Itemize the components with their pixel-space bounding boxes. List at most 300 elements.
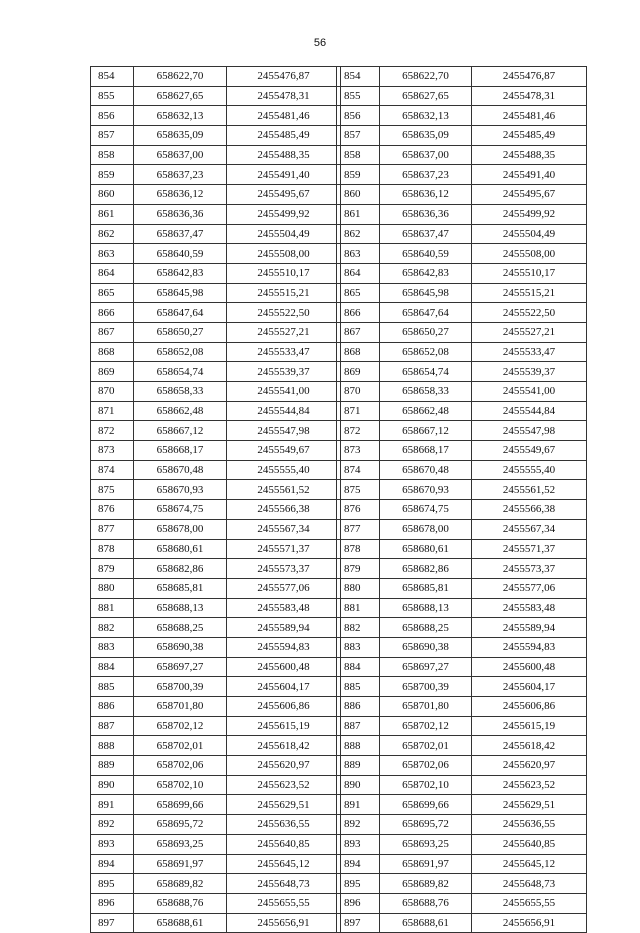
- y-coordinate-cell: 2455555,40: [227, 460, 341, 480]
- x-coordinate-cell: 658691,97: [380, 854, 472, 874]
- x-coordinate-cell: 658637,23: [134, 165, 227, 185]
- point-number-cell: 869: [91, 362, 134, 382]
- x-coordinate-cell: 658654,74: [134, 362, 227, 382]
- table-row: [91, 716, 341, 736]
- table-row: [337, 736, 587, 756]
- table-row: [91, 874, 341, 894]
- point-number-cell: 870: [91, 382, 134, 402]
- table-row: [91, 677, 341, 697]
- point-number-cell: 883: [91, 637, 134, 657]
- point-number-cell: 871: [91, 401, 134, 421]
- x-coordinate-cell: 658670,48: [380, 460, 472, 480]
- point-number-cell: 879: [91, 559, 134, 579]
- table-row: [91, 224, 341, 244]
- table-row: [337, 244, 587, 264]
- table-row: [337, 283, 587, 303]
- y-coordinate-cell: 2455491,40: [227, 165, 341, 185]
- table-row: [91, 480, 341, 500]
- x-coordinate-cell: 658691,97: [134, 854, 227, 874]
- y-coordinate-cell: 2455618,42: [227, 736, 341, 756]
- y-coordinate-cell: 2455648,73: [472, 874, 587, 894]
- table-row: [337, 342, 587, 362]
- point-number-cell: 881: [91, 598, 134, 618]
- point-number-cell: 892: [91, 815, 134, 835]
- y-coordinate-cell: 2455604,17: [227, 677, 341, 697]
- x-coordinate-cell: 658627,65: [380, 86, 472, 106]
- table-row: [91, 362, 341, 382]
- point-number-cell: 858: [91, 145, 134, 165]
- x-coordinate-cell: 658637,47: [134, 224, 227, 244]
- table-row: [91, 165, 341, 185]
- y-coordinate-cell: 2455615,19: [472, 716, 587, 736]
- point-number-cell: 887: [91, 716, 134, 736]
- point-number-cell: 866: [337, 303, 380, 323]
- x-coordinate-cell: 658697,27: [380, 657, 472, 677]
- x-coordinate-cell: 658702,06: [134, 756, 227, 776]
- point-number-cell: 874: [91, 460, 134, 480]
- table-row: [91, 86, 341, 106]
- x-coordinate-cell: 658680,61: [134, 539, 227, 559]
- x-coordinate-cell: 658635,09: [380, 126, 472, 146]
- y-coordinate-cell: 2455544,84: [227, 401, 341, 421]
- point-number-cell: 865: [91, 283, 134, 303]
- y-coordinate-cell: 2455571,37: [227, 539, 341, 559]
- point-number-cell: 894: [91, 854, 134, 874]
- table-row: [337, 362, 587, 382]
- y-coordinate-cell: 2455566,38: [472, 500, 587, 520]
- table-row: [337, 401, 587, 421]
- y-coordinate-cell: 2455478,31: [227, 86, 341, 106]
- table-row: [337, 578, 587, 598]
- x-coordinate-cell: 658632,13: [134, 106, 227, 126]
- y-coordinate-cell: 2455495,67: [472, 185, 587, 205]
- table-row: [337, 185, 587, 205]
- point-number-cell: 882: [91, 618, 134, 638]
- table-row: [337, 795, 587, 815]
- point-number-cell: 878: [91, 539, 134, 559]
- table-row: [91, 126, 341, 146]
- table-row: [91, 67, 341, 87]
- y-coordinate-cell: 2455499,92: [472, 204, 587, 224]
- y-coordinate-cell: 2455491,40: [472, 165, 587, 185]
- y-coordinate-cell: 2455555,40: [472, 460, 587, 480]
- x-coordinate-cell: 658701,80: [380, 697, 472, 717]
- table-row: [337, 67, 587, 87]
- y-coordinate-cell: 2455561,52: [472, 480, 587, 500]
- x-coordinate-cell: 658700,39: [134, 677, 227, 697]
- table-row: [91, 460, 341, 480]
- y-coordinate-cell: 2455522,50: [472, 303, 587, 323]
- y-coordinate-cell: 2455478,31: [472, 86, 587, 106]
- point-number-cell: 863: [337, 244, 380, 264]
- x-coordinate-cell: 658668,17: [380, 441, 472, 461]
- x-coordinate-cell: 658640,59: [134, 244, 227, 264]
- table-row: [91, 598, 341, 618]
- y-coordinate-cell: 2455589,94: [227, 618, 341, 638]
- y-coordinate-cell: 2455656,91: [472, 913, 587, 933]
- y-coordinate-cell: 2455645,12: [472, 854, 587, 874]
- point-number-cell: 868: [91, 342, 134, 362]
- table-row: [337, 913, 587, 933]
- table-row: [337, 637, 587, 657]
- point-number-cell: 864: [91, 263, 134, 283]
- table-row: [91, 500, 341, 520]
- point-number-cell: 861: [91, 204, 134, 224]
- x-coordinate-cell: 658702,10: [380, 775, 472, 795]
- y-coordinate-cell: 2455655,55: [472, 893, 587, 913]
- x-coordinate-cell: 658637,00: [134, 145, 227, 165]
- x-coordinate-cell: 658689,82: [380, 874, 472, 894]
- y-coordinate-cell: 2455549,67: [227, 441, 341, 461]
- x-coordinate-cell: 658662,48: [134, 401, 227, 421]
- y-coordinate-cell: 2455567,34: [227, 519, 341, 539]
- point-number-cell: 862: [91, 224, 134, 244]
- y-coordinate-cell: 2455600,48: [472, 657, 587, 677]
- table-row: [91, 441, 341, 461]
- x-coordinate-cell: 658652,08: [380, 342, 472, 362]
- x-coordinate-cell: 658622,70: [134, 67, 227, 87]
- coordinates-table-right: [336, 66, 587, 933]
- x-coordinate-cell: 658688,25: [380, 618, 472, 638]
- y-coordinate-cell: 2455533,47: [472, 342, 587, 362]
- point-number-cell: 897: [91, 913, 134, 933]
- y-coordinate-cell: 2455640,85: [472, 834, 587, 854]
- x-coordinate-cell: 658636,36: [134, 204, 227, 224]
- y-coordinate-cell: 2455645,12: [227, 854, 341, 874]
- table-row: [337, 86, 587, 106]
- table-row: [91, 578, 341, 598]
- x-coordinate-cell: 658699,66: [134, 795, 227, 815]
- y-coordinate-cell: 2455547,98: [227, 421, 341, 441]
- point-number-cell: 868: [337, 342, 380, 362]
- y-coordinate-cell: 2455600,48: [227, 657, 341, 677]
- x-coordinate-cell: 658642,83: [134, 263, 227, 283]
- x-coordinate-cell: 658678,00: [134, 519, 227, 539]
- y-coordinate-cell: 2455604,17: [472, 677, 587, 697]
- table-row: [337, 382, 587, 402]
- point-number-cell: 859: [91, 165, 134, 185]
- y-coordinate-cell: 2455583,48: [472, 598, 587, 618]
- x-coordinate-cell: 658702,12: [380, 716, 472, 736]
- table-row: [337, 598, 587, 618]
- point-number-cell: 876: [91, 500, 134, 520]
- y-coordinate-cell: 2455515,21: [227, 283, 341, 303]
- table-row: [91, 283, 341, 303]
- y-coordinate-cell: 2455485,49: [472, 126, 587, 146]
- point-number-cell: 857: [91, 126, 134, 146]
- y-coordinate-cell: 2455655,55: [227, 893, 341, 913]
- y-coordinate-cell: 2455656,91: [227, 913, 341, 933]
- y-coordinate-cell: 2455573,37: [227, 559, 341, 579]
- y-coordinate-cell: 2455510,17: [472, 263, 587, 283]
- x-coordinate-cell: 658637,23: [380, 165, 472, 185]
- y-coordinate-cell: 2455544,84: [472, 401, 587, 421]
- point-number-cell: 856: [91, 106, 134, 126]
- x-coordinate-cell: 658636,36: [380, 204, 472, 224]
- point-number-cell: 877: [91, 519, 134, 539]
- point-number-cell: 896: [91, 893, 134, 913]
- table-row: [91, 657, 341, 677]
- point-number-cell: 890: [337, 775, 380, 795]
- table-row: [91, 342, 341, 362]
- x-coordinate-cell: 658682,86: [134, 559, 227, 579]
- table-row: [91, 303, 341, 323]
- x-coordinate-cell: 658680,61: [380, 539, 472, 559]
- coordinates-table-left: [90, 66, 341, 933]
- point-number-cell: 888: [91, 736, 134, 756]
- x-coordinate-cell: 658682,86: [380, 559, 472, 579]
- x-coordinate-cell: 658637,00: [380, 145, 472, 165]
- point-number-cell: 889: [337, 756, 380, 776]
- y-coordinate-cell: 2455541,00: [472, 382, 587, 402]
- point-number-cell: 862: [337, 224, 380, 244]
- x-coordinate-cell: 658688,13: [134, 598, 227, 618]
- table-row: [337, 539, 587, 559]
- x-coordinate-cell: 658645,98: [380, 283, 472, 303]
- point-number-cell: 886: [337, 697, 380, 717]
- y-coordinate-cell: 2455583,48: [227, 598, 341, 618]
- x-coordinate-cell: 658650,27: [380, 322, 472, 342]
- x-coordinate-cell: 658685,81: [134, 578, 227, 598]
- table-row: [91, 539, 341, 559]
- point-number-cell: 882: [337, 618, 380, 638]
- point-number-cell: 896: [337, 893, 380, 913]
- point-number-cell: 891: [337, 795, 380, 815]
- y-coordinate-cell: 2455488,35: [227, 145, 341, 165]
- y-coordinate-cell: 2455620,97: [472, 756, 587, 776]
- y-coordinate-cell: 2455476,87: [227, 67, 341, 87]
- y-coordinate-cell: 2455640,85: [227, 834, 341, 854]
- table-row: [337, 145, 587, 165]
- x-coordinate-cell: 658652,08: [134, 342, 227, 362]
- x-coordinate-cell: 658688,76: [380, 893, 472, 913]
- y-coordinate-cell: 2455636,55: [227, 815, 341, 835]
- table-row: [337, 106, 587, 126]
- point-number-cell: 871: [337, 401, 380, 421]
- y-coordinate-cell: 2455577,06: [472, 578, 587, 598]
- y-coordinate-cell: 2455594,83: [227, 637, 341, 657]
- point-number-cell: 885: [91, 677, 134, 697]
- y-coordinate-cell: 2455515,21: [472, 283, 587, 303]
- table-row: [91, 618, 341, 638]
- point-number-cell: 887: [337, 716, 380, 736]
- table-row: [337, 460, 587, 480]
- x-coordinate-cell: 658670,48: [134, 460, 227, 480]
- table-row: [337, 224, 587, 244]
- x-coordinate-cell: 658662,48: [380, 401, 472, 421]
- table-row: [91, 697, 341, 717]
- point-number-cell: 863: [91, 244, 134, 264]
- point-number-cell: 888: [337, 736, 380, 756]
- x-coordinate-cell: 658658,33: [380, 382, 472, 402]
- x-coordinate-cell: 658688,61: [380, 913, 472, 933]
- y-coordinate-cell: 2455577,06: [227, 578, 341, 598]
- point-number-cell: 872: [91, 421, 134, 441]
- x-coordinate-cell: 658702,01: [134, 736, 227, 756]
- y-coordinate-cell: 2455606,86: [472, 697, 587, 717]
- y-coordinate-cell: 2455549,67: [472, 441, 587, 461]
- y-coordinate-cell: 2455573,37: [472, 559, 587, 579]
- x-coordinate-cell: 658695,72: [380, 815, 472, 835]
- x-coordinate-cell: 658667,12: [380, 421, 472, 441]
- x-coordinate-cell: 658674,75: [380, 500, 472, 520]
- point-number-cell: 879: [337, 559, 380, 579]
- table-row: [337, 263, 587, 283]
- table-row: [337, 480, 587, 500]
- x-coordinate-cell: 658650,27: [134, 322, 227, 342]
- y-coordinate-cell: 2455533,47: [227, 342, 341, 362]
- x-coordinate-cell: 658627,65: [134, 86, 227, 106]
- point-number-cell: 860: [91, 185, 134, 205]
- table-row: [91, 637, 341, 657]
- point-number-cell: 897: [337, 913, 380, 933]
- x-coordinate-cell: 658640,59: [380, 244, 472, 264]
- point-number-cell: 867: [91, 322, 134, 342]
- point-number-cell: 855: [91, 86, 134, 106]
- point-number-cell: 869: [337, 362, 380, 382]
- table-row: [337, 441, 587, 461]
- y-coordinate-cell: 2455508,00: [472, 244, 587, 264]
- table-row: [91, 421, 341, 441]
- table-row: [91, 775, 341, 795]
- table-row: [337, 854, 587, 874]
- x-coordinate-cell: 658689,82: [134, 874, 227, 894]
- page-number: 56: [313, 37, 327, 49]
- point-number-cell: 877: [337, 519, 380, 539]
- table-row: [337, 165, 587, 185]
- table-row: [337, 775, 587, 795]
- point-number-cell: 893: [337, 834, 380, 854]
- point-number-cell: 878: [337, 539, 380, 559]
- table-row: [337, 303, 587, 323]
- point-number-cell: 865: [337, 283, 380, 303]
- x-coordinate-cell: 658637,47: [380, 224, 472, 244]
- point-number-cell: 860: [337, 185, 380, 205]
- table-row: [337, 834, 587, 854]
- point-number-cell: 876: [337, 500, 380, 520]
- x-coordinate-cell: 658702,01: [380, 736, 472, 756]
- table-row: [337, 618, 587, 638]
- point-number-cell: 884: [337, 657, 380, 677]
- point-number-cell: 856: [337, 106, 380, 126]
- x-coordinate-cell: 658700,39: [380, 677, 472, 697]
- table-row: [91, 145, 341, 165]
- y-coordinate-cell: 2455488,35: [472, 145, 587, 165]
- x-coordinate-cell: 658674,75: [134, 500, 227, 520]
- y-coordinate-cell: 2455481,46: [472, 106, 587, 126]
- table-row: [91, 893, 341, 913]
- point-number-cell: 875: [337, 480, 380, 500]
- y-coordinate-cell: 2455567,34: [472, 519, 587, 539]
- y-coordinate-cell: 2455504,49: [227, 224, 341, 244]
- table-row: [337, 815, 587, 835]
- x-coordinate-cell: 658645,98: [134, 283, 227, 303]
- x-coordinate-cell: 658702,12: [134, 716, 227, 736]
- point-number-cell: 895: [337, 874, 380, 894]
- x-coordinate-cell: 658622,70: [380, 67, 472, 87]
- x-coordinate-cell: 658635,09: [134, 126, 227, 146]
- table-row: [337, 657, 587, 677]
- y-coordinate-cell: 2455629,51: [227, 795, 341, 815]
- table-row: [91, 815, 341, 835]
- table-row: [91, 185, 341, 205]
- x-coordinate-cell: 658670,93: [134, 480, 227, 500]
- point-number-cell: 854: [337, 67, 380, 87]
- y-coordinate-cell: 2455566,38: [227, 500, 341, 520]
- x-coordinate-cell: 658690,38: [380, 637, 472, 657]
- table-row: [91, 204, 341, 224]
- y-coordinate-cell: 2455606,86: [227, 697, 341, 717]
- table-row: [91, 795, 341, 815]
- point-number-cell: 870: [337, 382, 380, 402]
- y-coordinate-cell: 2455527,21: [472, 322, 587, 342]
- table-row: [91, 559, 341, 579]
- point-number-cell: 884: [91, 657, 134, 677]
- table-row: [91, 736, 341, 756]
- point-number-cell: 890: [91, 775, 134, 795]
- table-row: [337, 126, 587, 146]
- point-number-cell: 861: [337, 204, 380, 224]
- x-coordinate-cell: 658702,10: [134, 775, 227, 795]
- x-coordinate-cell: 658636,12: [134, 185, 227, 205]
- point-number-cell: 867: [337, 322, 380, 342]
- point-number-cell: 891: [91, 795, 134, 815]
- y-coordinate-cell: 2455539,37: [227, 362, 341, 382]
- point-number-cell: 857: [337, 126, 380, 146]
- point-number-cell: 874: [337, 460, 380, 480]
- y-coordinate-cell: 2455541,00: [227, 382, 341, 402]
- x-coordinate-cell: 658688,25: [134, 618, 227, 638]
- table-row: [91, 519, 341, 539]
- point-number-cell: 889: [91, 756, 134, 776]
- point-number-cell: 875: [91, 480, 134, 500]
- table-row: [91, 244, 341, 264]
- table-row: [91, 834, 341, 854]
- point-number-cell: 858: [337, 145, 380, 165]
- table-row: [337, 677, 587, 697]
- y-coordinate-cell: 2455615,19: [227, 716, 341, 736]
- x-coordinate-cell: 658647,64: [134, 303, 227, 323]
- x-coordinate-cell: 658685,81: [380, 578, 472, 598]
- x-coordinate-cell: 658702,06: [380, 756, 472, 776]
- table-row: [91, 401, 341, 421]
- y-coordinate-cell: 2455481,46: [227, 106, 341, 126]
- point-number-cell: 873: [337, 441, 380, 461]
- table-row: [337, 697, 587, 717]
- point-number-cell: 895: [91, 874, 134, 894]
- coordinates-table-body: [337, 67, 587, 933]
- x-coordinate-cell: 658688,61: [134, 913, 227, 933]
- table-row: [337, 893, 587, 913]
- table-row: [91, 322, 341, 342]
- y-coordinate-cell: 2455539,37: [472, 362, 587, 382]
- y-coordinate-cell: 2455623,52: [227, 775, 341, 795]
- y-coordinate-cell: 2455623,52: [472, 775, 587, 795]
- table-row: [337, 519, 587, 539]
- y-coordinate-cell: 2455499,92: [227, 204, 341, 224]
- y-coordinate-cell: 2455522,50: [227, 303, 341, 323]
- point-number-cell: 892: [337, 815, 380, 835]
- table-row: [337, 421, 587, 441]
- point-number-cell: 885: [337, 677, 380, 697]
- table-row: [337, 559, 587, 579]
- x-coordinate-cell: 658688,13: [380, 598, 472, 618]
- y-coordinate-cell: 2455571,37: [472, 539, 587, 559]
- x-coordinate-cell: 658699,66: [380, 795, 472, 815]
- point-number-cell: 880: [337, 578, 380, 598]
- y-coordinate-cell: 2455476,87: [472, 67, 587, 87]
- y-coordinate-cell: 2455561,52: [227, 480, 341, 500]
